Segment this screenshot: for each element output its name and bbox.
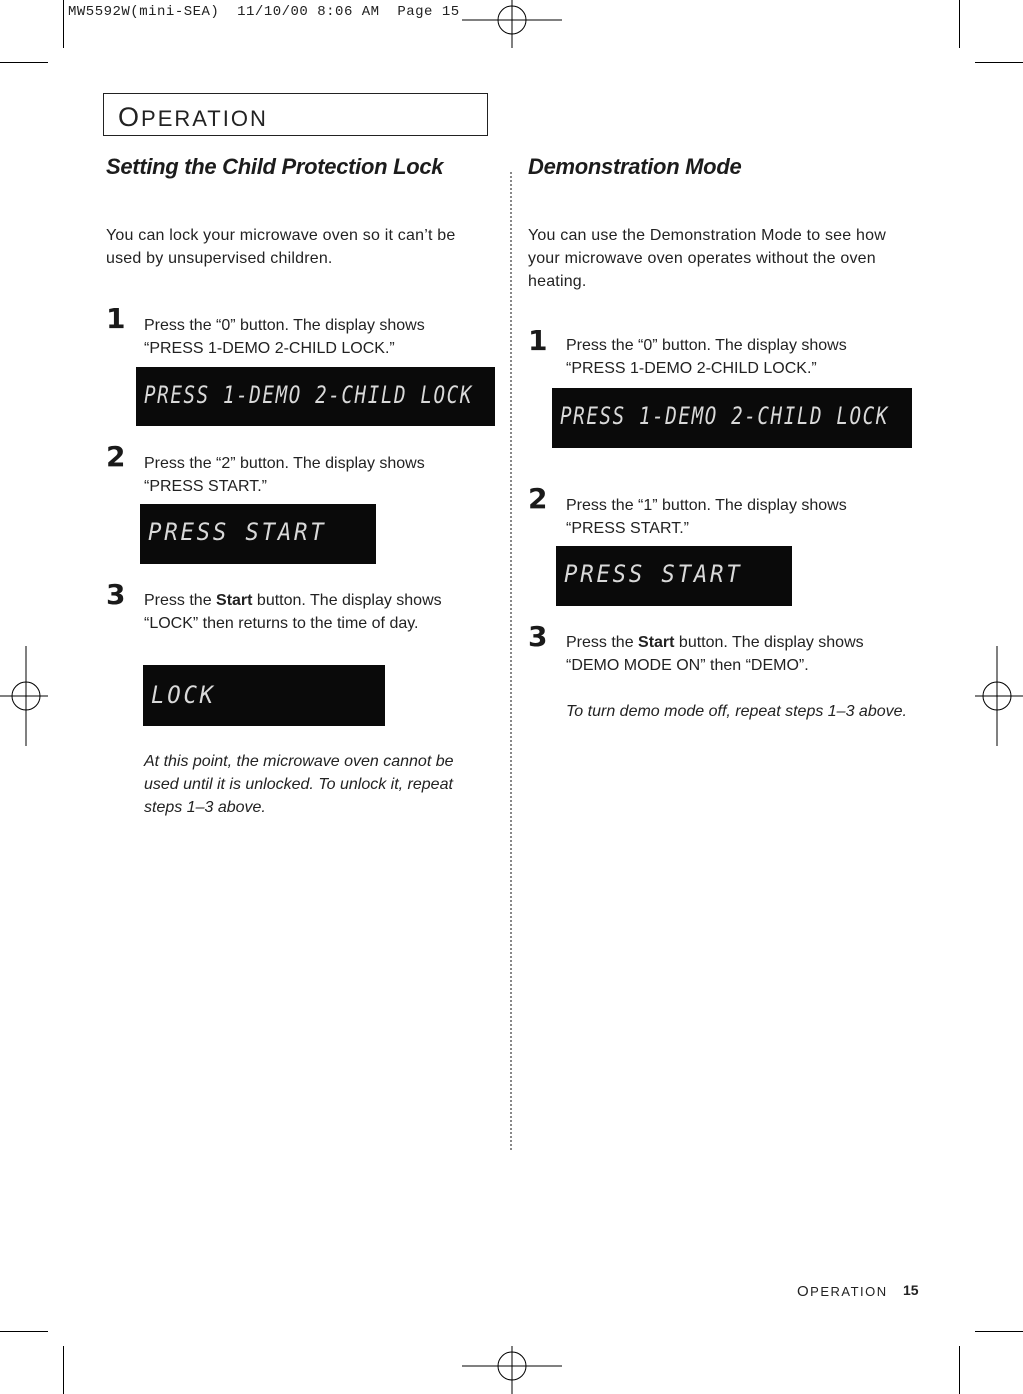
page-number: 15: [903, 1282, 919, 1298]
left-step-3-number: 3: [106, 578, 126, 611]
footer-label-initial: O: [797, 1283, 811, 1300]
section-header: [103, 93, 488, 136]
start-button-label: Start: [638, 634, 675, 651]
right-note: To turn demo mode off, repeat steps 1–3 above.: [566, 703, 907, 720]
crop-mark: [975, 62, 1023, 63]
column-divider: [510, 172, 512, 1150]
left-step-1-text: Press the “0” button. The display shows “PRESS 1-DEMO 2-CHILD LOCK.”: [144, 317, 425, 357]
step-text-part: button. The display shows “LOCK” then returns to the time of day.: [144, 592, 442, 632]
lcd-text: PRESS START: [148, 518, 327, 546]
print-header: MW5592W(mini-SEA) 11/10/00 8:06 AM Page 15: [68, 4, 460, 20]
left-step-2-display: [140, 504, 376, 564]
step-text-part: Press the: [566, 634, 639, 651]
footer-section-label: [797, 1283, 888, 1300]
registration-mark-bottom: [462, 1346, 562, 1394]
right-step-1-display: [552, 388, 912, 448]
lcd-text: PRESS 1-DEMO 2-CHILD LOCK: [144, 381, 473, 409]
crop-mark: [0, 1331, 48, 1332]
left-note: At this point, the microwave oven cannot be used until it is unlocked. To unlock it, repeat steps 1–3 above.: [144, 753, 454, 816]
right-step-2-number: 2: [528, 482, 548, 515]
left-column-title: Setting the Child Protection Lock: [106, 154, 444, 179]
right-intro: You can use the Demonstration Mode to see how your microwave oven operates without the oven heating.: [528, 227, 886, 290]
left-step-2-number: 2: [106, 440, 126, 473]
lcd-text: LOCK: [151, 681, 216, 709]
lcd-text: PRESS 1-DEMO 2-CHILD LOCK: [560, 402, 889, 430]
crop-mark: [959, 1346, 960, 1394]
section-title-rest: PERATION: [141, 106, 268, 131]
step-text-part: button. The display shows “DEMO MODE ON” then “DEMO”.: [566, 634, 864, 674]
crop-mark: [959, 0, 960, 48]
right-column-title: Demonstration Mode: [528, 154, 742, 179]
right-step-3-text: [566, 631, 896, 677]
registration-mark-top: [462, 0, 562, 48]
start-button-label: Start: [216, 592, 253, 609]
left-step-1-display: [136, 367, 495, 426]
registration-mark-right: [975, 646, 1023, 746]
right-step-1-text: Press the “0” button. The display shows “PRESS 1-DEMO 2-CHILD LOCK.”: [566, 337, 847, 377]
lcd-text: PRESS START: [564, 560, 743, 588]
left-step-2-text: Press the “2” button. The display shows “PRESS START.”: [144, 455, 425, 495]
crop-mark: [63, 1346, 64, 1394]
right-step-3-number: 3: [528, 620, 548, 653]
right-step-1-number: 1: [528, 324, 548, 357]
registration-mark-left: [0, 646, 48, 746]
step-text-part: Press the: [144, 592, 217, 609]
left-step-1-number: 1: [106, 302, 126, 335]
section-title-initial: O: [118, 102, 142, 132]
left-intro: You can lock your microwave oven so it can’t be used by unsupervised children.: [106, 227, 456, 267]
crop-mark: [0, 62, 48, 63]
footer-label-rest: PERATION: [810, 1284, 888, 1299]
left-step-3-display: [143, 665, 385, 726]
crop-mark: [975, 1331, 1023, 1332]
left-step-3-text: [144, 589, 474, 635]
right-step-2-display: [556, 546, 792, 606]
section-title: [118, 102, 268, 133]
crop-mark: [63, 0, 64, 48]
right-step-2-text: Press the “1” button. The display shows “PRESS START.”: [566, 497, 847, 537]
